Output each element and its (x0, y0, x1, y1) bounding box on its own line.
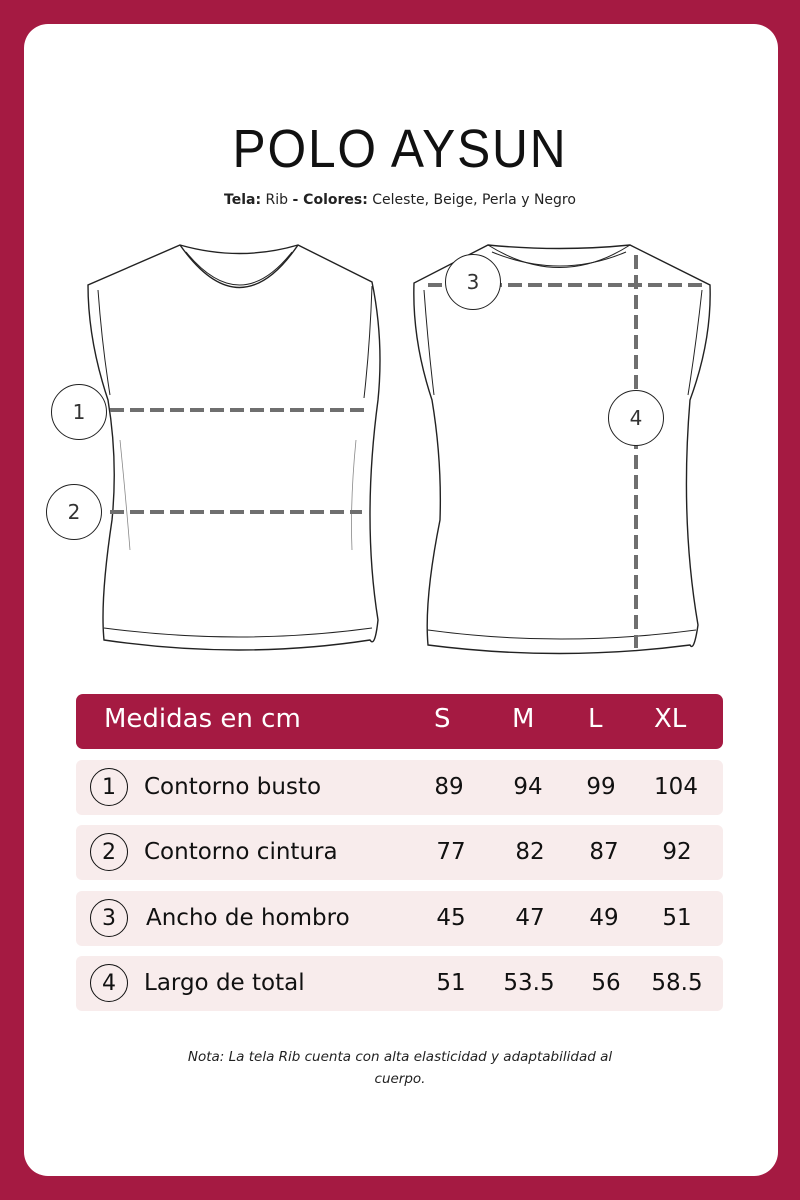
header-size-xl: XL (654, 704, 687, 734)
colors-label: - Colores: (292, 192, 368, 208)
header-size-m: M (512, 704, 535, 734)
table-row (76, 956, 723, 1011)
fabric-note: Nota: La tela Rib cuenta con alta elasticidad y adaptabilidad al cuerpo. (187, 1049, 613, 1087)
row-number-icon: 2 (90, 833, 128, 871)
row-number-icon: 3 (90, 899, 128, 937)
table-row (76, 891, 723, 946)
product-subtitle (0, 192, 800, 208)
product-title: POLO AYSUN (232, 119, 568, 179)
value-l: 56 (591, 970, 621, 996)
row-label: Largo de total (144, 970, 305, 996)
value-l: 49 (589, 905, 619, 931)
row-label: Ancho de hombro (146, 905, 350, 931)
value-s: 89 (434, 774, 464, 800)
value-m: 82 (515, 839, 545, 865)
header-title: Medidas en cm (104, 704, 301, 734)
row-number-icon: 4 (90, 964, 128, 1002)
header-size-s: S (434, 704, 451, 734)
row-label: Contorno busto (144, 774, 322, 800)
marker-4: 4 (608, 390, 664, 446)
value-m: 53.5 (503, 970, 555, 996)
value-m: 94 (513, 774, 543, 800)
value-xl: 92 (662, 839, 692, 865)
value-l: 99 (586, 774, 616, 800)
value-xl: 58.5 (651, 970, 703, 996)
row-label: Contorno cintura (144, 839, 338, 865)
marker-1: 1 (51, 384, 107, 440)
value-xl: 51 (662, 905, 692, 931)
colors-value: Celeste, Beige, Perla y Negro (372, 192, 576, 208)
value-s: 45 (436, 905, 466, 931)
value-xl: 104 (654, 774, 698, 800)
garment-illustrations (0, 230, 800, 660)
value-s: 77 (436, 839, 466, 865)
value-l: 87 (589, 839, 619, 865)
value-s: 51 (436, 970, 466, 996)
table-row (76, 825, 723, 880)
header-size-l: L (588, 704, 603, 734)
table-row (76, 760, 723, 815)
marker-3: 3 (445, 254, 501, 310)
value-m: 47 (515, 905, 545, 931)
fabric-value: Rib (265, 192, 289, 208)
front-shirt-drawing (88, 245, 380, 650)
row-number-icon: 1 (90, 768, 128, 806)
marker-2: 2 (46, 484, 102, 540)
fabric-label: Tela: (224, 192, 262, 208)
size-table-header (76, 694, 723, 749)
